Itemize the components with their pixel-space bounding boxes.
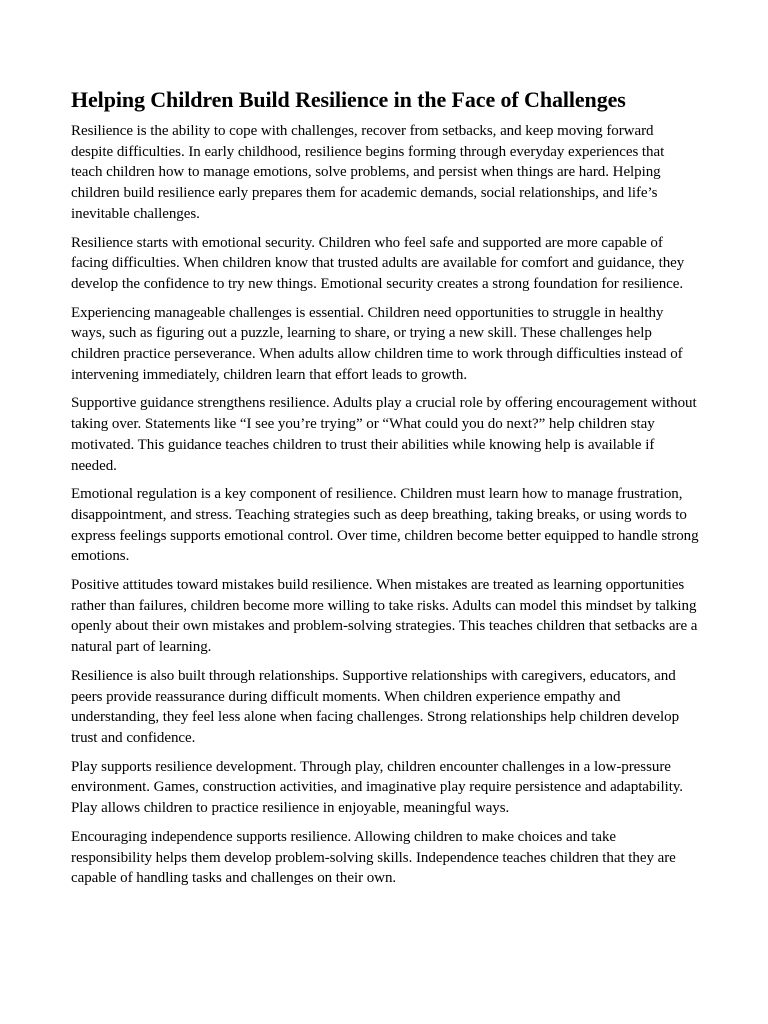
- paragraph-emotional-regulation: Emotional regulation is a key component of resilience. Children must learn how to manage frustration, disappointment, and stress. Teaching strategies such as deep breathing, taking breaks, or using words to express feelings supports emotional control. Over time, children become better equipped to handle strong emotions.: [71, 486, 699, 565]
- page-title: Helping Children Build Resilience in the Face of Challenges: [71, 87, 626, 112]
- paragraph-supportive-guidance: Supportive guidance strengthens resilience. Adults play a crucial role by offering encouragement without taking over. Statements like “I see you’re trying” or “What could you do next?” help children stay motivated. This guidance teaches children to trust their abilities while knowing help is available if needed.: [71, 395, 697, 474]
- document-page: [71, 86, 699, 897]
- paragraph-independence: Encouraging independence supports resilience. Allowing children to make choices and take responsibility helps them develop problem-solving skills. Independence teaches children that they are capable of handling tasks and challenges on their own.: [71, 828, 676, 887]
- paragraph-play: Play supports resilience development. Through play, children encounter challenges in a low-pressure environment. Games, construction activities, and imaginative play require persistence and adaptability. Play allows children to practice resilience in enjoyable, meaningful ways.: [71, 758, 684, 817]
- paragraph-definition: Resilience is the ability to cope with challenges, recover from setbacks, and keep moving forward despite difficulties. In early childhood, resilience begins forming through everyday experiences that teach children how to manage emotions, solve problems, and persist when things are hard. Helping children build resilience early prepares them for academic demands, social relationships, and life’s inevitable challenges.: [71, 123, 665, 222]
- paragraph-relationships: Resilience is also built through relationships. Supportive relationships with caregivers, educators, and peers provide reassurance during difficult moments. When children experience empathy and understanding, they feel less alone when facing challenges. Strong relationships help children develop trust and confidence.: [71, 667, 680, 746]
- paragraph-emotional-security: Resilience starts with emotional security. Children who feel safe and supported are more capable of facing difficulties. When children know that trusted adults are available for comfort and guidance, they develop the confidence to try new things. Emotional security creates a strong foundation for resilience.: [71, 234, 685, 292]
- paragraph-manageable-challenges: Experiencing manageable challenges is essential. Children need opportunities to struggle in healthy ways, such as figuring out a puzzle, learning to share, or trying a new skill. These challenges help children practice perseverance. When adults allow children time to work through difficulties instead of intervening immediately, children learn that effort leads to growth.: [71, 304, 683, 383]
- paragraph-mistakes: Positive attitudes toward mistakes build resilience. When mistakes are treated as learning opportunities rather than failures, children become more willing to take risks. Adults can model this mindset by talking openly about their own mistakes and problem-solving strategies. This teaches children that setbacks are a natural part of learning.: [71, 577, 698, 656]
